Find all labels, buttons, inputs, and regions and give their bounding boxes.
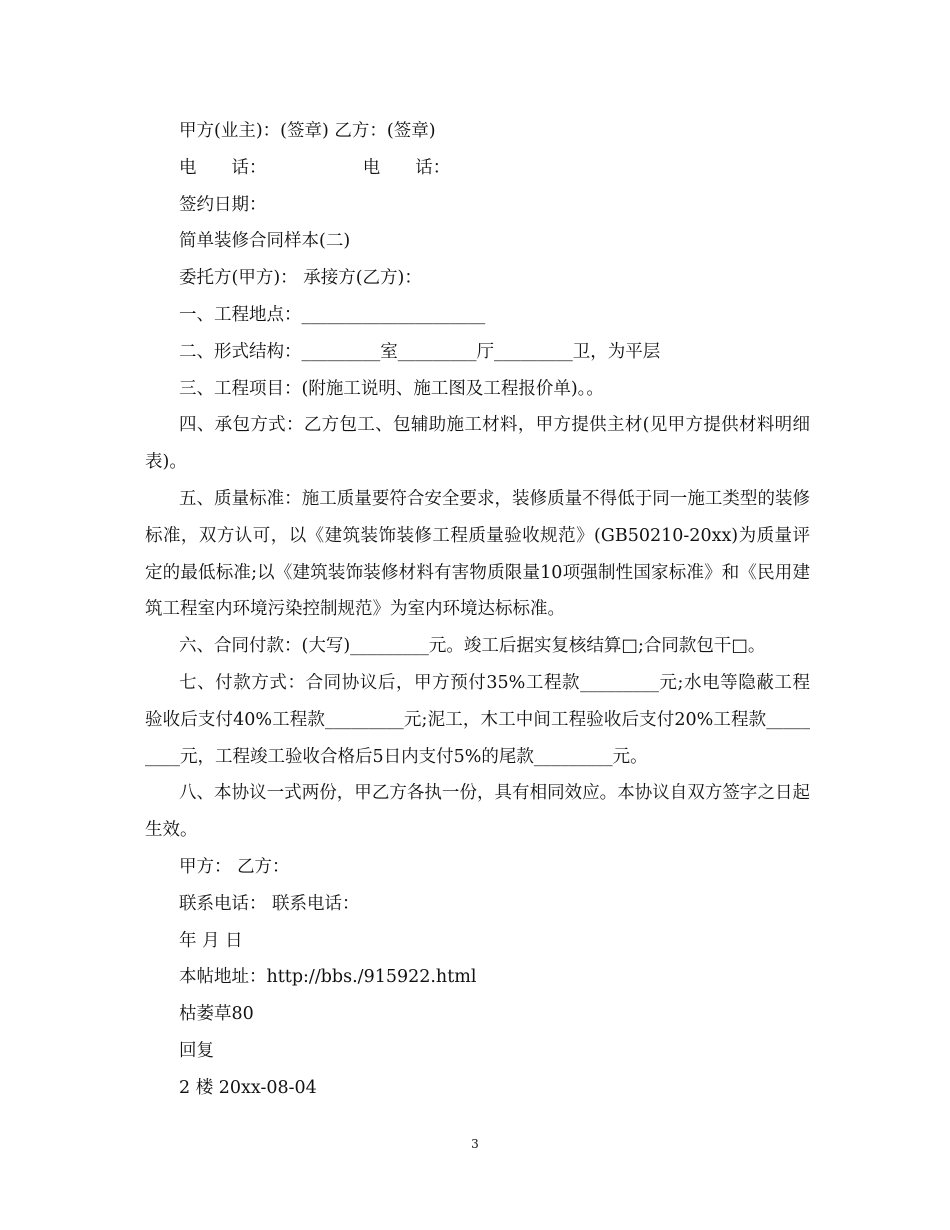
document-body [145,113,810,1107]
clause-6-payment: 六、合同付款：(大写)_________元。竣工后据实复核结算□;合同款包干□。 [179,636,766,657]
contract-sample-title: 简单装修合同样本(二) [179,231,351,252]
date-line: 年 月 日 [179,930,243,951]
page-number: 3 [471,1137,479,1151]
clause-7-payment-method: 七、付款方式：合同协议后，甲方预付35%工程款_________元;水电等隐蔽工程验收后支付40%工程款_________元;泥工，木工中间工程验收后支付20%工程款_________元，工程竣工验收合格后5日内支付5%的尾款_________元。 [145,672,810,767]
reply-label: 回复 [179,1040,214,1061]
clause-5-quality: 五、质量标准：施工质量要符合安全要求，装修质量不得低于同一施工类型的装修标准，双方认可，以《建筑装饰装修工程质量验收规范》(GB50210-20xx)为质量评定的最低标准;以《建筑装饰装修材料有害物质限量10项强制性国家标准》和《民用建筑工程室内环境污染控制规范》为室内环境达标标准。 [145,488,810,620]
clause-3-project: 三、工程项目：(附施工说明、施工图及工程报价单)。。 [179,378,604,399]
floor-date: 2 楼 20xx-08-04 [179,1077,317,1098]
party-signatures: 甲方： 乙方： [179,856,290,877]
phone-line: 电 话： 电 话： [179,157,451,178]
clause-1-location: 一、工程地点：_____________________ [179,304,486,325]
post-author: 枯萎草80 [179,1004,254,1025]
client-contractor-line: 委托方(甲方)： 承接方(乙方)： [179,268,422,289]
post-address: 本帖地址：http://bbs./915922.html [179,967,477,988]
contact-phones: 联系电话： 联系电话： [179,893,360,914]
sign-date-line: 签约日期： [179,194,267,215]
clause-2-structure: 二、形式结构：_________室_________厅_________卫，为平层 [179,341,661,362]
clause-4-contracting: 四、承包方式：乙方包工、包辅助施工材料，甲方提供主材(见甲方提供材料明细表)。 [145,415,810,473]
clause-8-copies: 八、本协议一式两份，甲乙方各执一份，具有相同效应。本协议自双方签字之日起生效。 [145,783,810,841]
signature-line-parties: 甲方(业主)：(签章) 乙方：(签章) [179,121,436,141]
